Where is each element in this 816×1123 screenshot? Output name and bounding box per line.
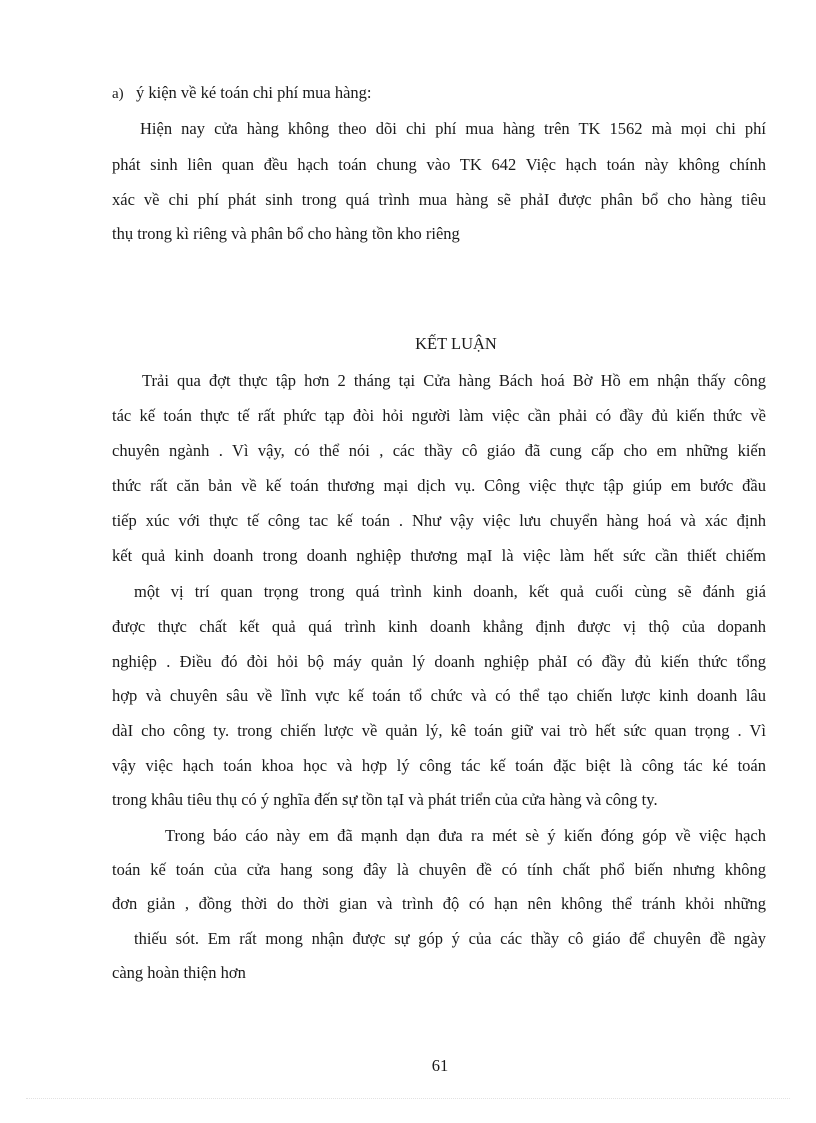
paragraph-line: Hiện nay cửa hàng không theo dõi chi phí mua hàng trên TK 1562 mà mọi chi phí <box>140 119 766 138</box>
paragraph-line: Trải qua đợt thực tập hơn 2 tháng tại Cửa hàng Bách hoá Bờ Hồ em nhận thấy công <box>142 371 766 390</box>
bottom-divider <box>26 1098 790 1099</box>
paragraph-line: xác về chi phí phát sinh trong quá trình mua hàng sẽ phảI được phân bổ cho hàng tiêu <box>112 190 766 209</box>
paragraph-line: thiếu sót. Em rất mong nhận được sự góp ý của các thầy cô giáo để chuyên đề ngày <box>134 929 766 948</box>
paragraph-line: càng hoàn thiện hơn <box>112 963 246 982</box>
paragraph-line: dàI cho công ty. trong chiến lược về quản lý, kê toán giữ vai trò hết sức quan trọng . Vì <box>112 721 766 740</box>
paragraph-line: tiếp xúc với thực tế công tac kế toán . Như vậy việc lưu chuyển hàng hoá và xác định <box>112 511 766 530</box>
paragraph-line: vậy việc hạch toán khoa học và hợp lý công tác kế toán đặc biệt là công tác ké toán <box>112 756 766 775</box>
paragraph-line: Trong báo cáo này em đã mạnh dạn đưa ra mét sè ý kiến đóng góp về việc hạch <box>165 826 766 845</box>
paragraph-line: chuyên ngành . Vì vậy, có thể nói , các thầy cô giáo đã cung cấp cho em những kiến <box>112 441 766 460</box>
paragraph-line: hợp và chuyên sâu về lĩnh vực kế toán tổ chức và có thể tạo chiến lược kinh doanh lâu <box>112 686 766 705</box>
paragraph-line: được thực chất kết quả quá trình kinh doanh khẳng định được vị thộ của dopanh <box>112 617 766 636</box>
page-number: 61 <box>431 1056 449 1075</box>
paragraph-line: thụ trong kì riêng và phân bổ cho hàng tồn kho riêng <box>112 224 460 243</box>
paragraph-line: một vị trí quan trọng trong quá trình kinh doanh, kết quả cuối cùng sẽ đánh giá <box>134 582 766 601</box>
list-marker: a) <box>112 86 124 102</box>
paragraph-line: tác kế toán thực tế rất phức tạp đòi hỏi người làm việc cần phải có đầy đủ kiến thức về <box>112 406 766 425</box>
paragraph-line: thức rất căn bản về kế toán thương mại dịch vụ. Công việc thực tập giúp em bước đầu <box>112 476 766 495</box>
paragraph-line: trong khâu tiêu thụ có ý nghĩa đến sự tồn tạI và phát triển của cửa hàng và công ty. <box>112 790 658 809</box>
paragraph-line: kết quả kinh doanh trong doanh nghiệp thương mạI là việc làm hết sức cần thiết chiếm <box>112 546 766 565</box>
paragraph-line: toán kế toán của cửa hang song đây là chuyên đề có tính chất phổ biến nhưng không <box>112 860 766 879</box>
paragraph-line: nghiệp . Điều đó đòi hỏi bộ máy quản lý doanh nghiệp phảI có đầy đủ kiến thức tổng <box>112 652 766 671</box>
paragraph-line: phát sinh liên quan đều hạch toán chung vào TK 642 Việc hạch toán này không chính <box>112 155 766 174</box>
section-heading: ý kiện về ké toán chi phí mua hàng: <box>136 83 372 102</box>
paragraph-line: đơn giản , đồng thời do thời gian và trình độ có hạn nên không thể tránh khỏi những <box>112 894 766 913</box>
page-title: KẾT LUẬN <box>415 334 497 353</box>
